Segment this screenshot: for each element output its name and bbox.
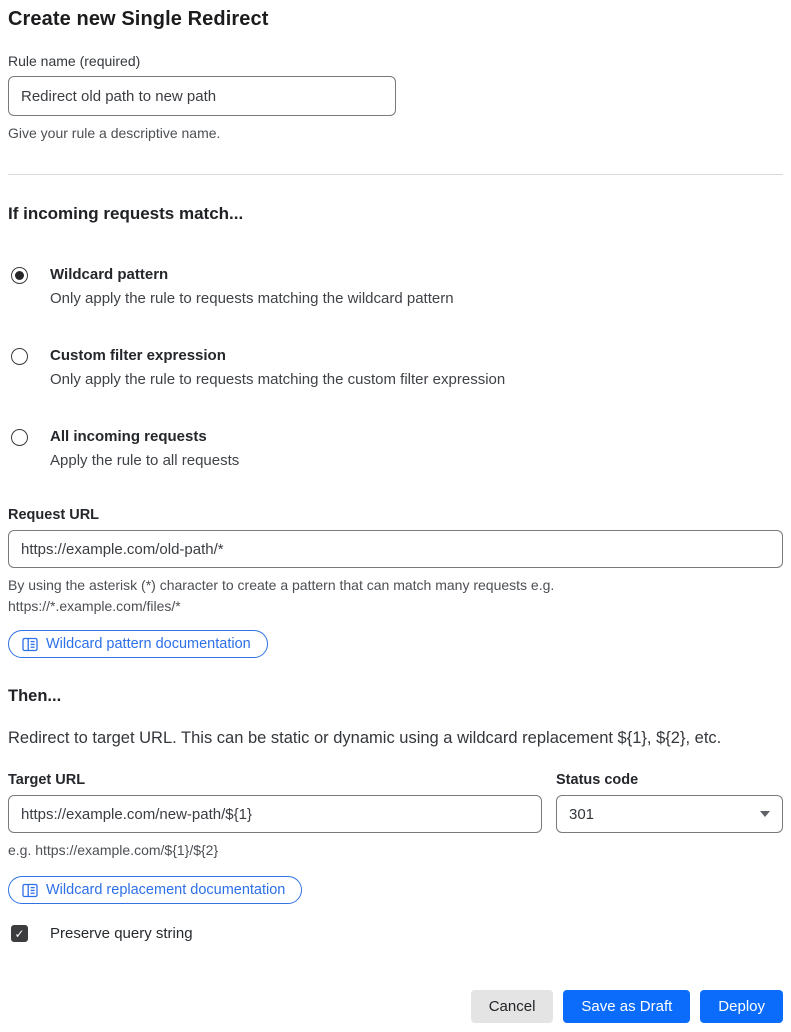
book-icon: [22, 637, 38, 652]
rule-name-value: Redirect old path to new path: [21, 87, 217, 105]
radio-option-custom-filter[interactable]: [8, 346, 783, 390]
target-url-input[interactable]: [8, 795, 542, 833]
request-url-help-line2: https://*.example.com/files/*: [8, 598, 181, 614]
match-type-radio-group: [8, 265, 783, 471]
radio-option-description: Only apply the rule to requests matching the custom filter expression: [50, 371, 506, 388]
target-url-example: e.g. https://example.com/${1}/${2}: [8, 842, 219, 858]
doc-button-label: Wildcard pattern documentation: [46, 636, 251, 652]
radio-option-description: Apply the rule to all requests: [50, 452, 240, 469]
request-url-help-line1: By using the asterisk (*) character to create a pattern that can match many requests e.g.: [8, 577, 555, 593]
rule-name-help: Give your rule a descriptive name.: [8, 125, 221, 141]
status-code-select[interactable]: [556, 795, 783, 833]
request-url-help: [8, 575, 783, 617]
deploy-button[interactable]: Deploy: [700, 990, 783, 1023]
section-divider: [8, 174, 783, 175]
request-url-value: https://example.com/old-path/*: [21, 540, 224, 558]
rule-name-input[interactable]: [8, 76, 396, 116]
match-section-heading: If incoming requests match...: [8, 204, 244, 223]
target-url-label: Target URL: [8, 772, 86, 788]
preserve-query-checkbox[interactable]: ✓: [11, 925, 28, 942]
radio-option-label: Custom filter expression: [50, 347, 226, 364]
doc-button-label: Wildcard replacement documentation: [46, 882, 286, 898]
wildcard-replacement-doc-button[interactable]: [8, 876, 302, 904]
radio-option-label: Wildcard pattern: [50, 266, 169, 283]
radio-button-icon[interactable]: [11, 429, 28, 446]
status-code-label: Status code: [556, 772, 639, 788]
radio-option-description: Only apply the rule to requests matching the wildcard pattern: [50, 290, 454, 307]
radio-option-all-requests[interactable]: [8, 427, 783, 471]
radio-button-icon[interactable]: [11, 267, 28, 284]
page-title: Create new Single Redirect: [8, 8, 269, 30]
radio-option-label: All incoming requests: [50, 428, 207, 445]
target-url-value: https://example.com/new-path/${1}: [21, 805, 252, 823]
cancel-button[interactable]: Cancel: [471, 990, 554, 1023]
preserve-query-label: Preserve query string: [50, 925, 193, 942]
wildcard-pattern-doc-button[interactable]: [8, 630, 268, 658]
save-as-draft-button[interactable]: Save as Draft: [563, 990, 690, 1023]
book-icon: [22, 883, 38, 898]
radio-option-wildcard-pattern[interactable]: [8, 265, 783, 309]
then-section-description: Redirect to target URL. This can be static or dynamic using a wildcard replacement ${1}, ${2}, etc.: [8, 729, 722, 747]
preserve-query-string-row[interactable]: [8, 925, 783, 942]
status-code-value: 301: [569, 805, 595, 823]
chevron-down-icon: [760, 811, 770, 817]
radio-button-icon[interactable]: [11, 348, 28, 365]
then-section-heading: Then...: [8, 687, 62, 705]
rule-name-label: Rule name (required): [8, 53, 141, 69]
request-url-input[interactable]: [8, 530, 783, 568]
request-url-label: Request URL: [8, 507, 100, 523]
footer-actions: [471, 990, 783, 1023]
